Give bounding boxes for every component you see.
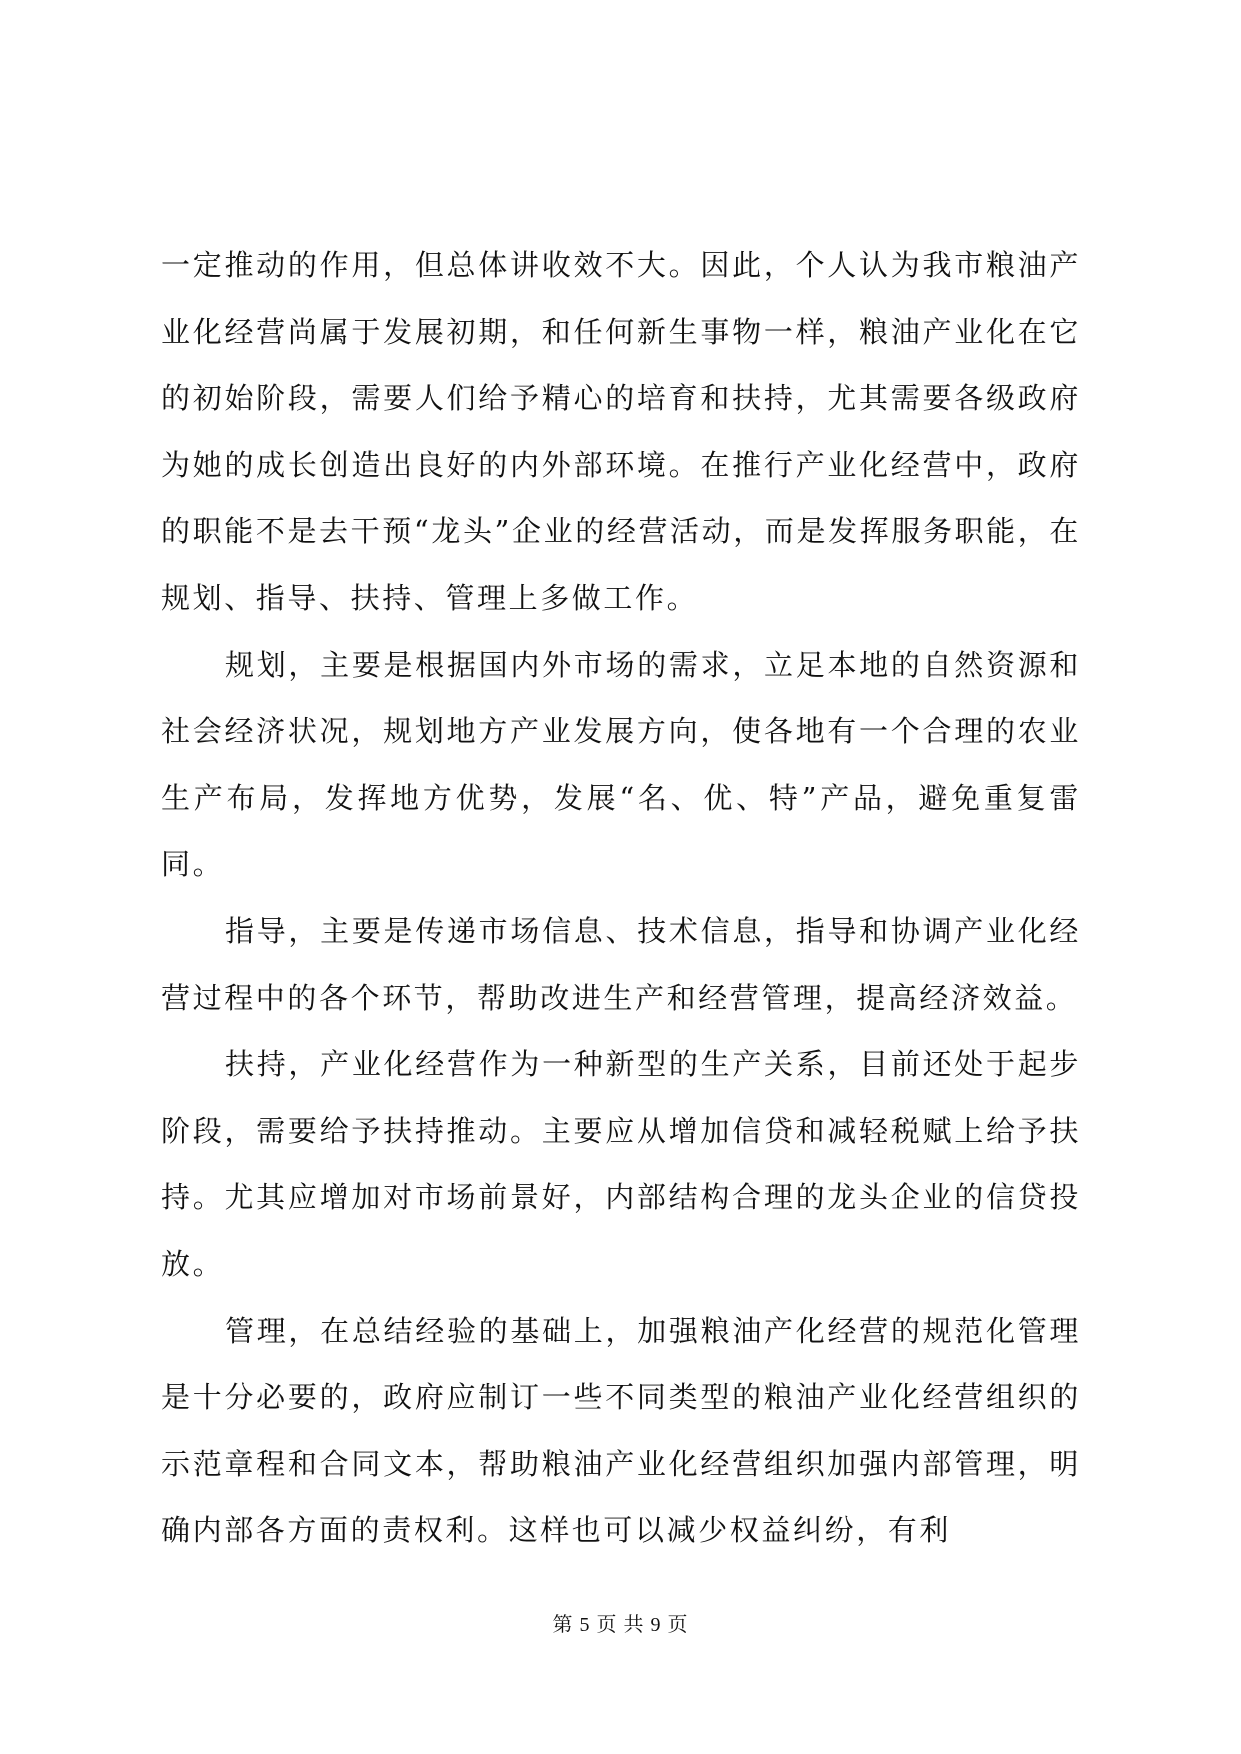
paragraph-planning: 规划，主要是根据国内外市场的需求，立足本地的自然资源和社会经济状况，规划地方产业发展方向，使各地有一个合理的农业生产布局，发挥地方优势，发展“名、优、特”产品，避免重复雷同。 bbox=[161, 647, 1081, 882]
paragraph-intro: 一定推动的作用，但总体讲收效不大。因此，个人认为我市粮油产业化经营尚属于发展初期，和任何新生事物一样，粮油产业化在它的初始阶段，需要人们给予精心的培育和扶持，尤其需要各级政府为她的成长创造出良好的内外部环境。在推行产业化经营中，政府的职能不是去干预“龙头”企业的经营活动，而是发挥服务职能，在规划、指导、扶持、管理上多做工作。 bbox=[161, 248, 1081, 615]
paragraph-support: 扶持，产业化经营作为一种新型的生产关系，目前还处于起步阶段，需要给予扶持推动。主要应从增加信贷和减轻税赋上给予扶持。尤其应增加对市场前景好，内部结构合理的龙头企业的信贷投放。 bbox=[161, 1047, 1081, 1281]
page-number-footer: 第 5 页 共 9 页 bbox=[552, 1614, 689, 1636]
paragraph-management: 管理，在总结经验的基础上，加强粮油产化经营的规范化管理是十分必要的，政府应制订一些不同类型的粮油产业化经营组织的示范章程和合同文本，帮助粮油产业化经营组织加强内部管理，明确内部各方面的责权利。这样也可以减少权益纠纷，有利 bbox=[161, 1313, 1081, 1548]
document-body bbox=[161, 232, 1081, 1564]
paragraph-guidance: 指导，主要是传递市场信息、技术信息，指导和协调产业化经营过程中的各个环节，帮助改进生产和经营管理，提高经济效益。 bbox=[161, 913, 1081, 1015]
